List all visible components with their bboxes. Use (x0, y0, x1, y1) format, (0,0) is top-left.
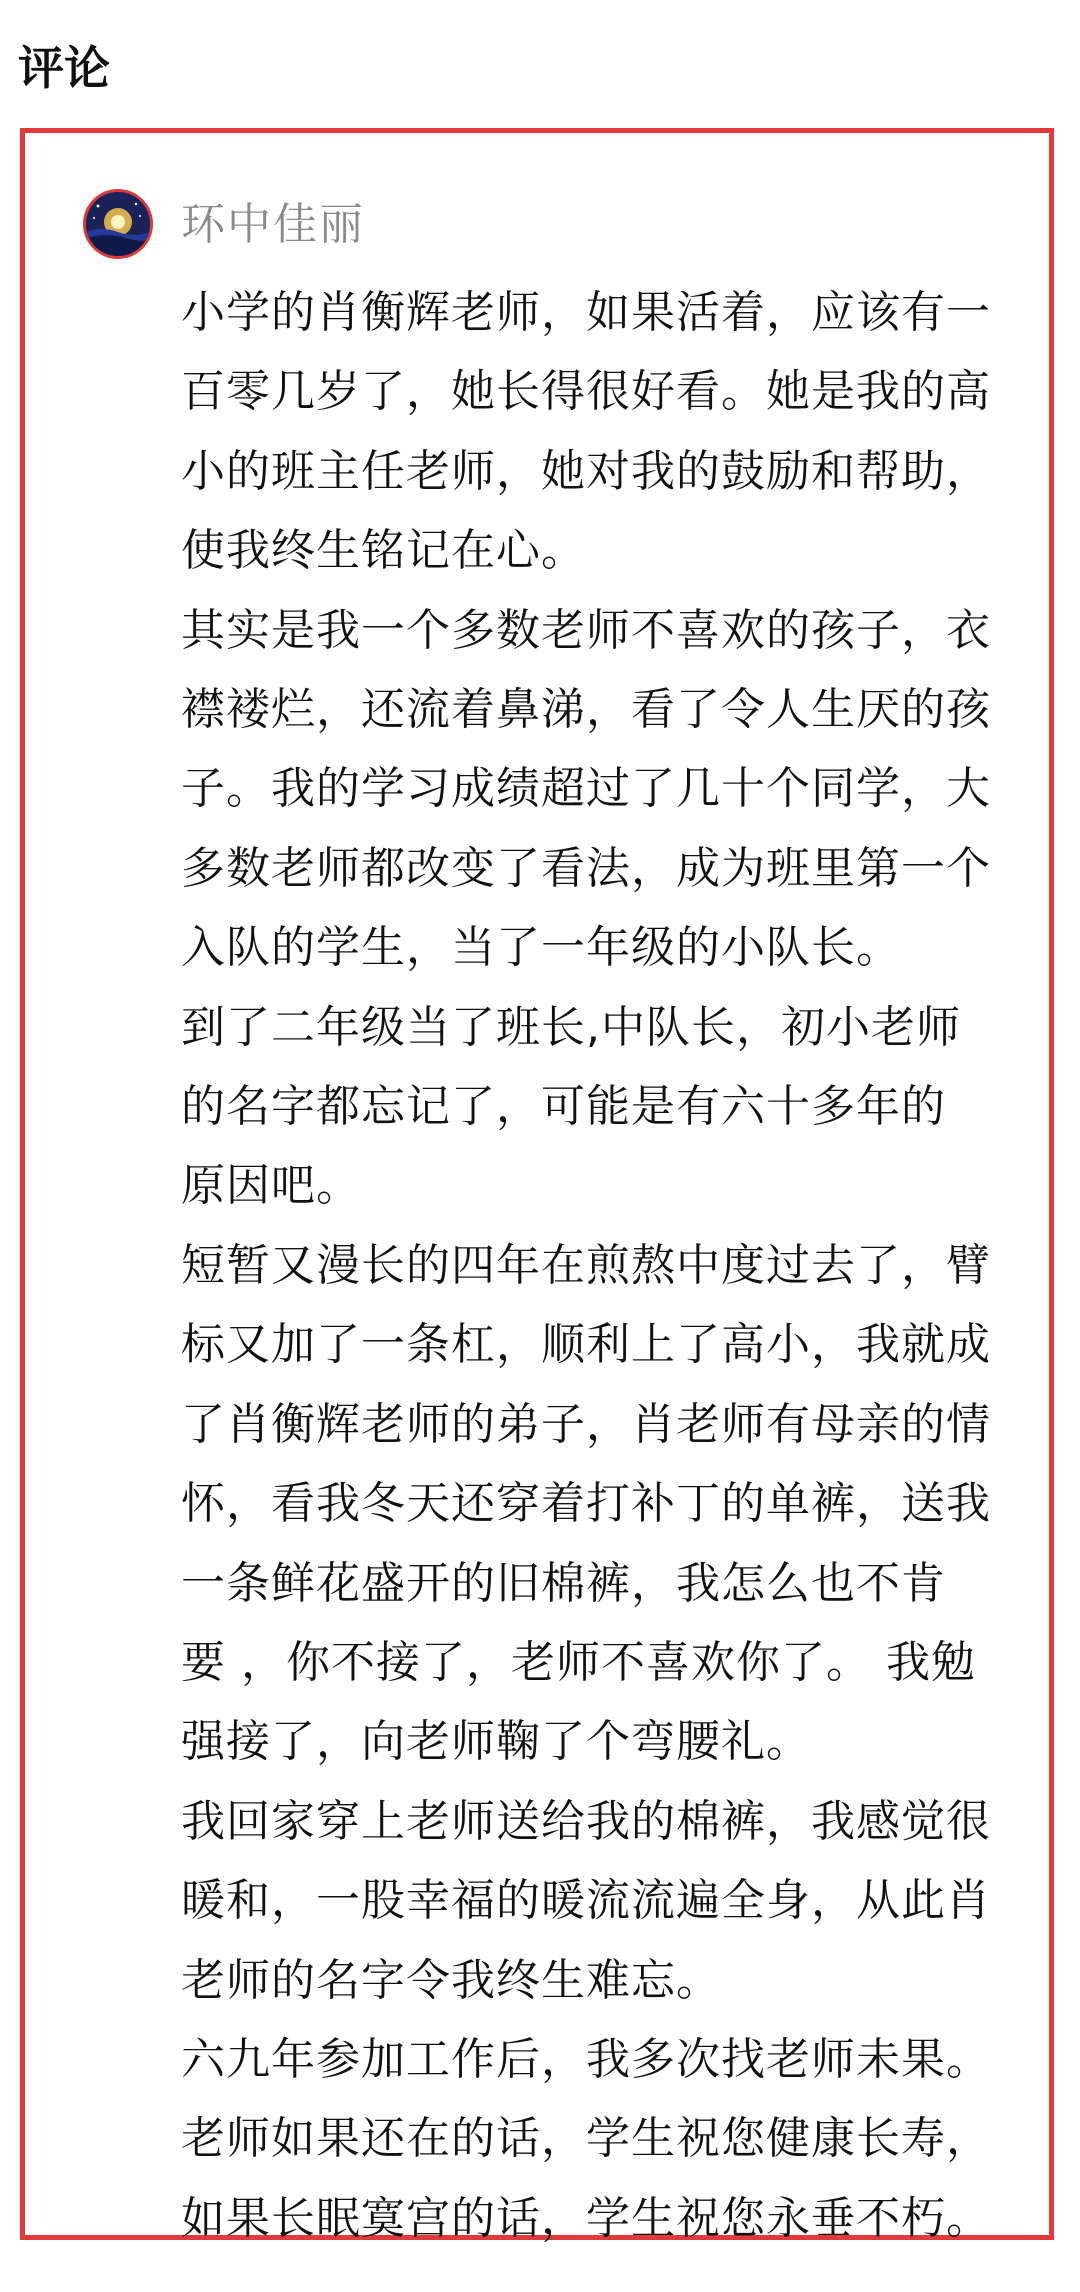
comment-username[interactable]: 环中佳丽 (181, 199, 365, 250)
comment-paragraph (181, 988, 1041, 1226)
comment-paragraph (181, 591, 1041, 988)
comment-line: 六九年参加工作后，我多次找老师未果。 (181, 2033, 991, 2085)
comment-paragraph (181, 1226, 1041, 1782)
comment-line: 襟褛烂，还流着鼻涕，看了令人生厌的孩 (181, 684, 991, 736)
comment-paragraph (181, 1782, 1041, 2020)
comment-line: 多数老师都改变了看法，成为班里第一个 (181, 842, 991, 894)
comment-line: 小学的肖衡辉老师，如果活着，应该有一 (181, 287, 991, 338)
night-sky-avatar-icon (86, 192, 150, 256)
comment-line: 的名字都忘记了，可能是有六十多年的 (181, 1081, 946, 1133)
comment-line: 标又加了一条杠，顺利上了高小，我就成 (181, 1319, 991, 1371)
comment-line: 要 ，你不接了，老师不喜欢你了。 我勉 (181, 1636, 976, 1688)
comment-line: 子。我的学习成绩超过了几十个同学，大 (181, 763, 991, 815)
comment-line: 短暂又漫长的四年在煎熬中度过去了，臂 (181, 1239, 991, 1291)
comment-card (20, 128, 1054, 2244)
comment-paragraph (181, 2020, 1041, 2258)
comment-line: 暖和，一股幸福的暖流流遍全身，从此肖 (181, 1875, 991, 1927)
comment-line: 小的班主任老师，她对我的鼓励和帮助， (181, 445, 991, 497)
comment-line: 使我终生铭记在心。 (181, 525, 586, 577)
comment-line: 老师如果还在的话，学生祝您健康长寿， (181, 2113, 991, 2165)
comment-paragraph (181, 273, 1041, 591)
comment-line: 了肖衡辉老师的弟子，肖老师有母亲的情 (181, 1398, 991, 1450)
comment-line: 怀，看我冬天还穿着打补丁的单裤，送我 (181, 1478, 991, 1530)
comment-text (181, 273, 1041, 2258)
comment-line: 老师的名字令我终生难忘。 (181, 1954, 721, 2006)
comment-line: 入队的学生，当了一年级的小队长。 (181, 922, 901, 974)
comment-line: 如果长眠寞宫的话，学生祝您永垂不朽。 (181, 2192, 991, 2244)
comment-line: 其实是我一个多数老师不喜欢的孩子，衣 (181, 604, 991, 656)
comment-line: 原因吧。 (181, 1160, 361, 1212)
user-avatar[interactable] (83, 189, 153, 259)
comment-line: 百零几岁了，她长得很好看。她是我的高 (181, 366, 991, 418)
comment-line: 一条鲜花盛开的旧棉裤，我怎么也不肯 (181, 1557, 946, 1609)
comment-line: 我回家穿上老师送给我的棉裤，我感觉很 (181, 1795, 991, 1847)
comment-line: 强接了，向老师鞠了个弯腰礼。 (181, 1716, 811, 1768)
comment-line: 到了二年级当了班长,中队长，初小老师 (181, 1001, 961, 1053)
comments-section-title: 评论 (18, 41, 110, 95)
